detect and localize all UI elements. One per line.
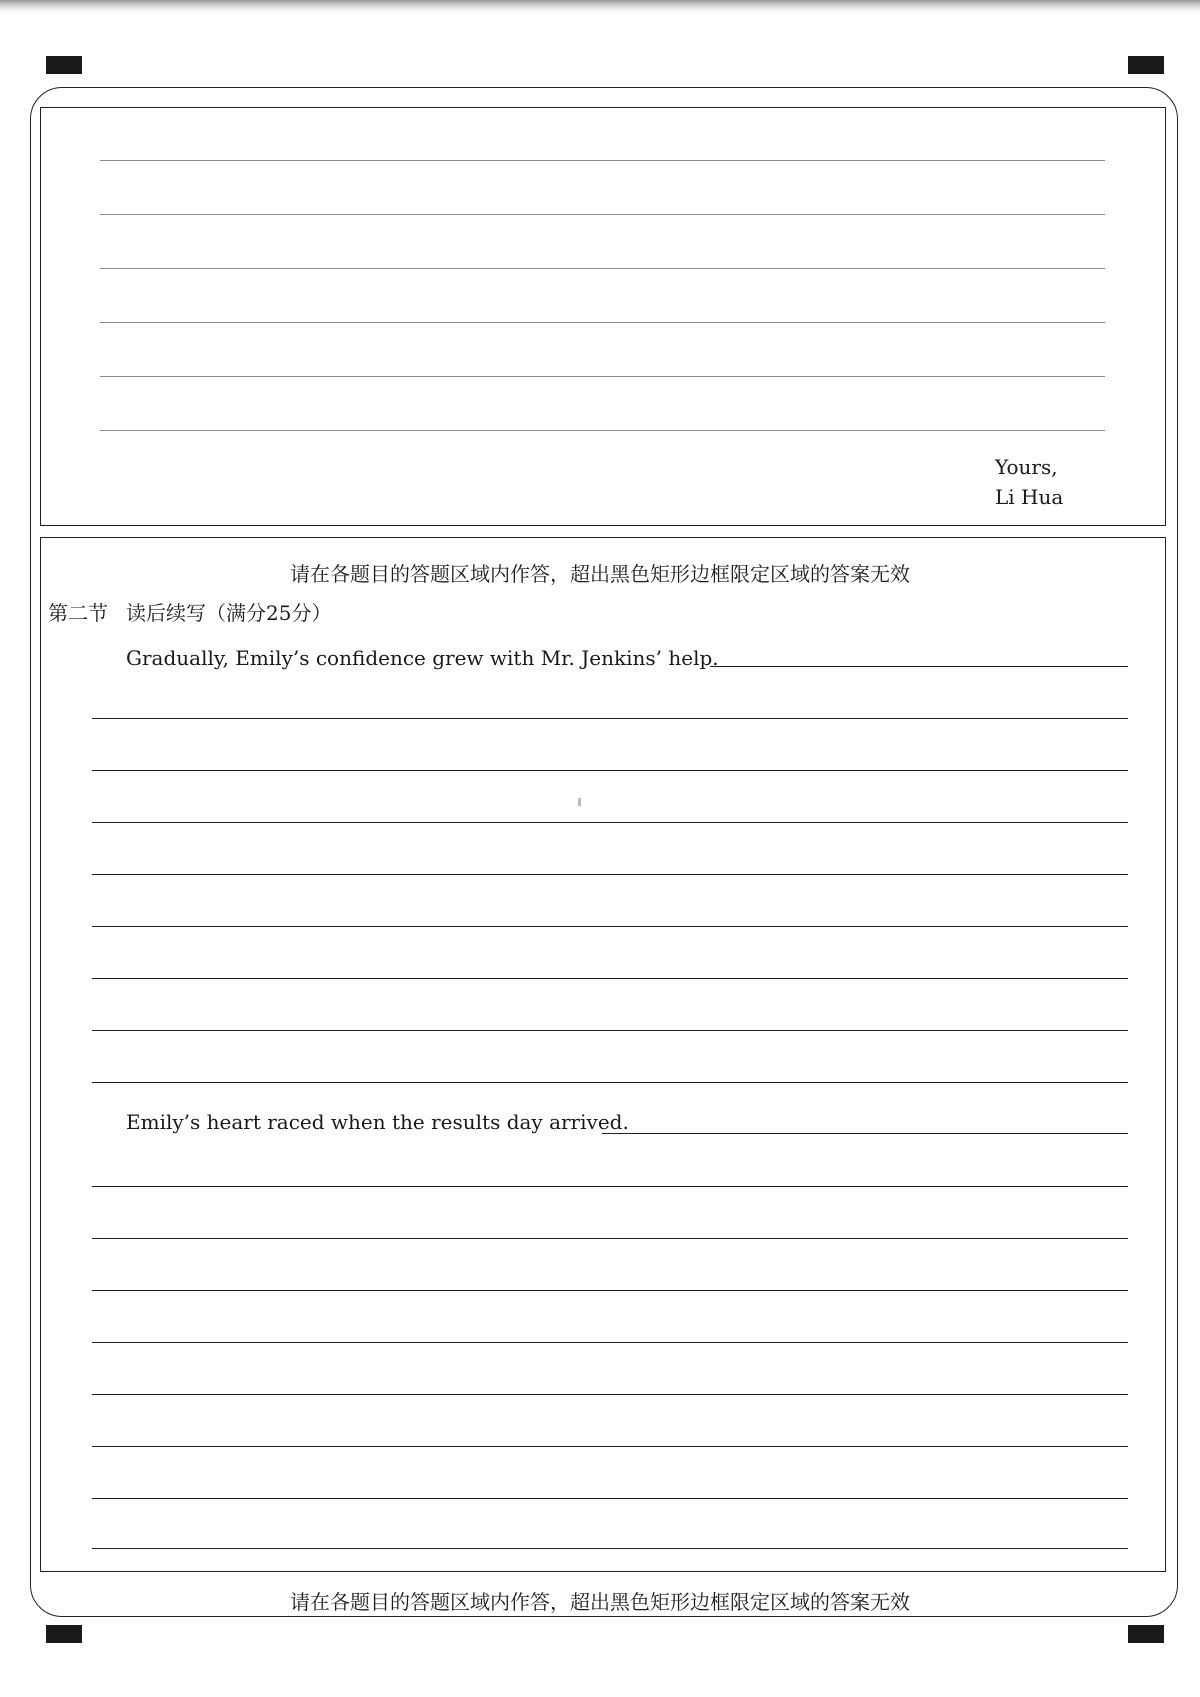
paragraph2-lead-sentence: Emily’s heart raced when the results day arrived. <box>126 1110 629 1134</box>
answer-area-notice: 请在各题目的答题区域内作答，超出黑色矩形边框限定区域的答案无效 <box>290 562 910 586</box>
section-heading <box>48 597 349 626</box>
scan-edge-shadow <box>0 0 1200 14</box>
scan-speck <box>578 798 581 806</box>
letter-writing-line[interactable] <box>100 376 1105 377</box>
paragraph2-writing-line[interactable] <box>92 1342 1128 1343</box>
paragraph1-writing-line[interactable] <box>92 874 1128 875</box>
paragraph1-writing-line[interactable] <box>92 822 1128 823</box>
paragraph1-writing-line[interactable] <box>92 926 1128 927</box>
letter-writing-line[interactable] <box>100 160 1105 161</box>
footer-notice: 请在各题目的答题区域内作答，超出黑色矩形边框限定区域的答案无效 <box>290 1590 910 1614</box>
paragraph2-writing-line[interactable] <box>92 1290 1128 1291</box>
paragraph1-lead-line[interactable] <box>710 666 1128 667</box>
letter-writing-line[interactable] <box>100 430 1105 431</box>
registration-mark-top-left <box>46 56 82 74</box>
section-label: 第二节 <box>48 601 108 625</box>
paragraph1-writing-line[interactable] <box>92 1082 1128 1083</box>
letter-writing-line[interactable] <box>100 268 1105 269</box>
paragraph2-writing-line[interactable] <box>92 1498 1128 1499</box>
registration-mark-top-right <box>1128 56 1164 74</box>
paragraph2-writing-line[interactable] <box>92 1186 1128 1187</box>
registration-mark-bottom-right <box>1128 1625 1164 1643</box>
paragraph2-writing-line[interactable] <box>92 1548 1128 1549</box>
paragraph1-writing-line[interactable] <box>92 770 1128 771</box>
paragraph2-writing-line[interactable] <box>92 1446 1128 1447</box>
letter-writing-line[interactable] <box>100 214 1105 215</box>
letter-signature: Li Hua <box>995 485 1064 509</box>
continuation-writing-box <box>40 537 1166 1572</box>
paragraph2-writing-line[interactable] <box>92 1394 1128 1395</box>
registration-mark-bottom-left <box>46 1625 82 1643</box>
letter-writing-line[interactable] <box>100 322 1105 323</box>
paragraph2-writing-line[interactable] <box>92 1238 1128 1239</box>
paragraph1-writing-line[interactable] <box>92 718 1128 719</box>
paragraph2-lead-line[interactable] <box>602 1133 1128 1134</box>
paragraph1-writing-line[interactable] <box>92 1030 1128 1031</box>
paragraph1-writing-line[interactable] <box>92 978 1128 979</box>
paragraph1-lead-sentence: Gradually, Emily’s confidence grew with Mr. Jenkins’ help. <box>126 646 719 670</box>
letter-closing: Yours, <box>995 455 1058 479</box>
section-title: 读后续写（满分25分） <box>126 601 332 625</box>
